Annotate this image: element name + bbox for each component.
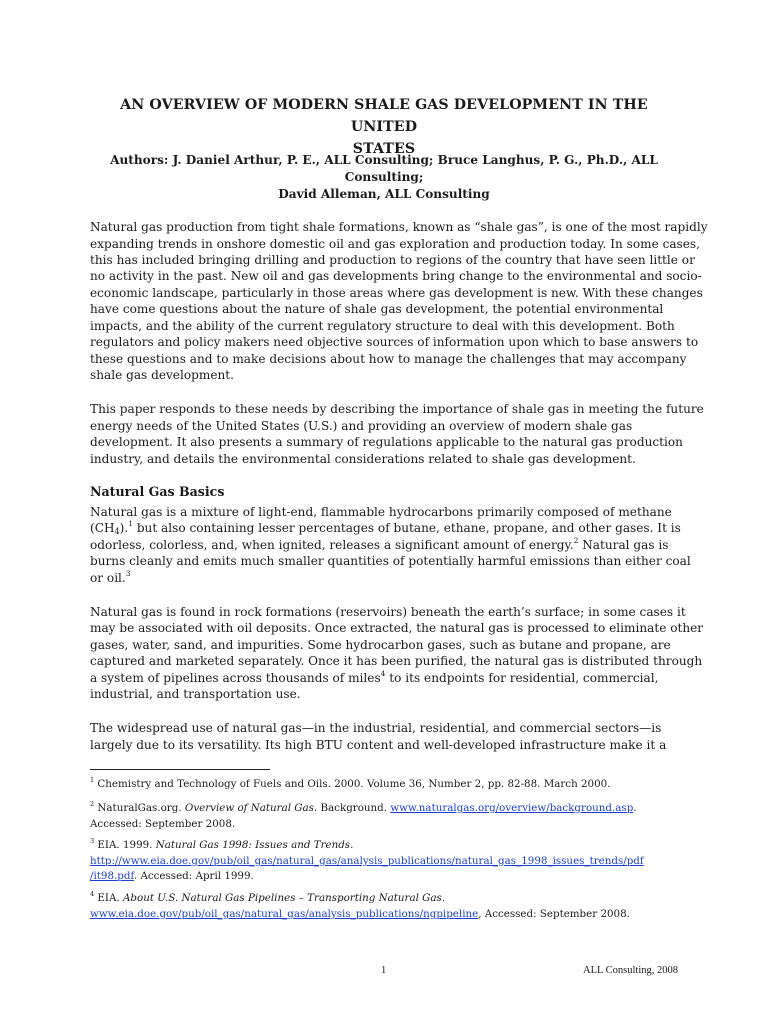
footnote-2 [90,801,637,816]
text-line: these questions and to make decisions about how to manage the challenges that may accompany [90,352,687,366]
text-line: have come questions about the nature of shale gas development, the potential environmental [90,302,664,316]
text-line: regulators and policy makers need objective sources of information upon which to base answers to [90,335,699,349]
text-run: but also containing lesser percentages of butane, ethane, propane, and other gases. It is [132,521,681,535]
author-line: Authors: J. Daniel Arthur, P. E., ALL Consulting; Bruce Langhus, P. G., Ph.D., ALL Consulting; [110,153,658,184]
footnote-text: . Accessed: April 1999. [133,870,254,882]
text-line: This paper responds to these needs by describing the importance of shale gas in meeting the future [90,402,704,416]
footnote-title: Overview of Natural Gas. [184,802,318,814]
text-line: no activity in the past. New oil and gas developments bring change to the environmental and socio- [90,269,702,283]
footnote-4 [90,891,445,906]
text-run: Natural gas is [578,538,669,552]
text-line: development. It also presents a summary of regulations applicable to the natural gas production [90,435,683,449]
footnote-1 [90,777,610,792]
text-line [90,537,668,553]
text-line [90,520,681,538]
footnote-link[interactable]: /it98.pdf [90,870,134,882]
footnote-title: Natural Gas 1998: Issues and Trends. [155,839,354,851]
text-line: The widespread use of natural gas—in the industrial, residential, and commercial sectors—is [90,721,662,735]
text-line: gases, water, sand, and impurities. Some hydrocarbon gases, such as butane and propane, are [90,638,671,652]
footnote-text: , Accessed: September 2008. [478,908,630,920]
footnote-number: 4 [90,890,95,898]
footnote-ref: 1 [128,519,133,528]
section-heading: Natural Gas Basics [90,484,225,499]
subscript: 4 [114,527,120,536]
footnote-text: EIA. 1999. [94,839,156,851]
footnote-text: NaturalGas.org. [94,802,185,814]
footnote-text: Background. [317,802,391,814]
footnote-ref: 2 [573,536,579,545]
text-line: this has included bringing drilling and production to regions of the country that have seen little or [90,253,695,267]
footnote-4-continued [90,907,630,922]
text-line: Natural gas is a mixture of light-end, flammable hydrocarbons primarily composed of methane [90,505,672,519]
footer-organization: ALL Consulting, 2008 [583,965,678,976]
author-line: David Alleman, ALL Consulting [278,187,490,201]
footnote-ref: 4 [380,669,386,678]
text-run: ). [119,521,129,535]
footnote-title: About U.S. Natural Gas Pipelines – Transporting Natural Gas. [122,892,446,904]
text-line: largely due to its versatility. Its high BTU content and well-developed infrastructure make it a [90,738,667,752]
page-number: 1 [381,965,387,976]
text-line: impacts, and the ability of the current regulatory structure to deal with this development. Both [90,319,675,333]
text-line: may be associated with oil deposits. Once extracted, the natural gas is processed to eliminate other [90,621,704,635]
text-line: economic landscape, particularly in those areas where gas development is new. With these changes [90,286,703,300]
footnote-ref: 3 [125,569,131,578]
text-run: odorless, colorless, and, when ignited, releases a significant amount of energy. [90,538,574,552]
text-line: burns cleanly and emits much smaller quantities of potentially harmful emissions than either coal [90,554,691,568]
text-line: shale gas development. [90,368,234,382]
text-line: captured and marketed separately. Once it has been purified, the natural gas is distributed through [90,654,703,668]
text-run: a system of pipelines across thousands of miles [90,671,381,685]
footnote-number: 1 [90,776,95,784]
footnote-3 [90,838,353,853]
footnote-separator [90,769,270,770]
footnote-3-continued [90,869,254,884]
footnote-link[interactable]: http://www.eia.doe.gov/pub/oil_gas/natural_gas/analysis_publications/natural_gas_1998_issues_trends/pdf [90,855,644,867]
text-line: industry, and details the environmental considerations related to shale gas development. [90,452,636,466]
footnote-text: EIA. [94,892,123,904]
text-run: to its endpoints for residential, commercial, [385,671,659,685]
title-line: AN OVERVIEW OF MODERN SHALE GAS DEVELOPMENT IN THE UNITED [120,97,648,135]
footnote-number: 3 [90,837,95,845]
text-line: industrial, and transportation use. [90,687,301,701]
text-line: Natural gas is found in rock formations (reservoirs) beneath the earth’s surface; in some cases it [90,605,686,619]
text-line: energy needs of the United States (U.S.) and providing an overview of modern shale gas [90,419,633,433]
footnote-link[interactable]: www.eia.doe.gov/pub/oil_gas/natural_gas/analysis_publications/ngpipeline [90,908,479,920]
footnote-3-link-line [90,854,644,869]
text-line: Natural gas production from tight shale formations, known as “shale gas”, is one of the most rapidly [90,220,708,234]
author-list [90,152,678,203]
title-line: STATES [352,141,416,157]
text-line: expanding trends in onshore domestic oil and gas exploration and production today. In some cases, [90,237,700,251]
document-title [90,94,678,160]
text-line [90,670,658,686]
footnote-number: 2 [90,800,95,808]
footnote-link[interactable]: www.naturalgas.org/overview/background.asp [390,802,634,814]
text-line [90,570,131,586]
text-run: (CH [90,521,115,535]
footnote-text: Chemistry and Technology of Fuels and Oils. 2000. Volume 36, Number 2, pp. 82-88. March 2000. [94,778,611,790]
footnote-text: . [633,802,637,814]
text-run: or oil. [90,571,126,585]
footnote-2-continued: Accessed: September 2008. [90,818,236,830]
